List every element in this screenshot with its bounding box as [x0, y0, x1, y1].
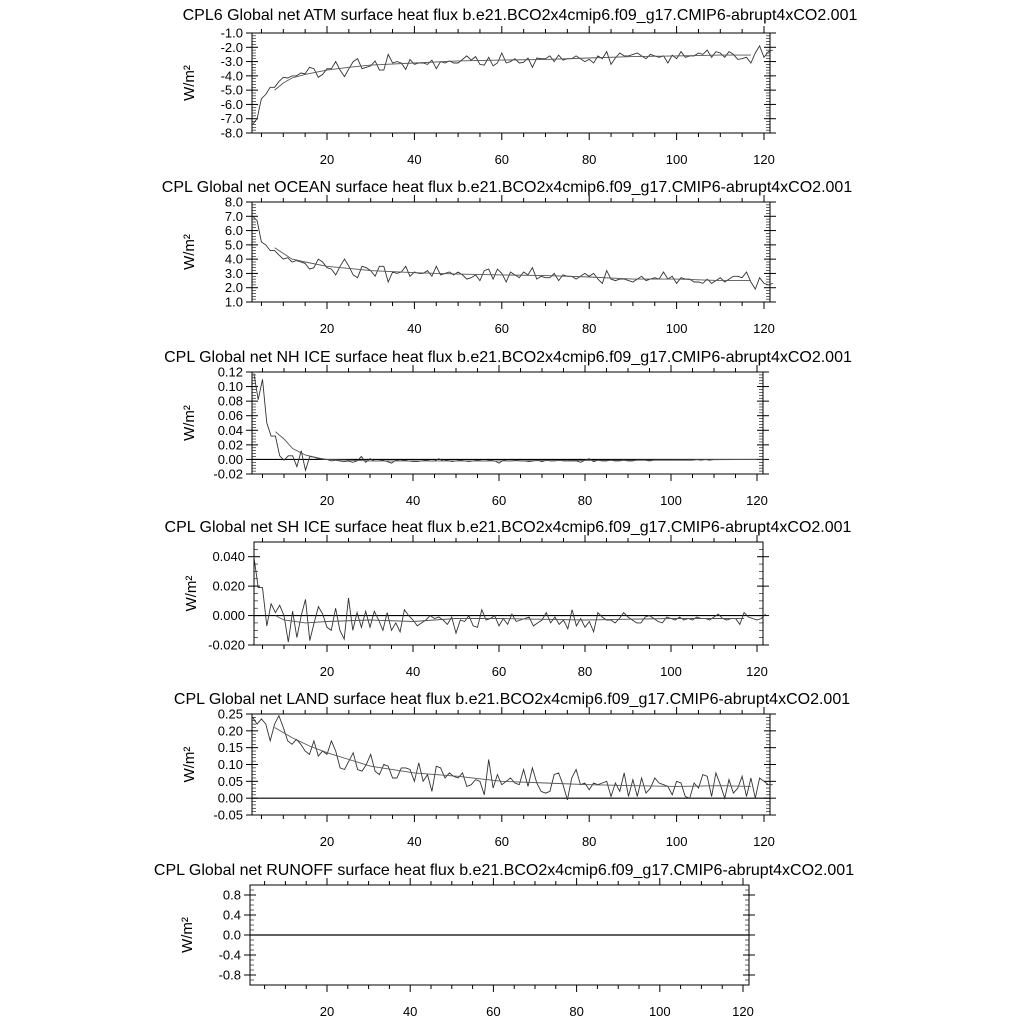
- x-tick-label: 120: [753, 834, 775, 849]
- y-tick-label: 0.8: [222, 887, 241, 903]
- y-tick-label: 0.00: [217, 451, 243, 467]
- x-tick-label: 80: [569, 1004, 584, 1019]
- x-tick-label: 20: [319, 834, 335, 849]
- x-tick-label: 60: [494, 834, 510, 849]
- y-tick-label: -0.4: [218, 947, 241, 963]
- x-tick-label: 120: [753, 152, 775, 167]
- y-tick-label: 0.06: [217, 408, 243, 424]
- y-tick-label: -3.0: [220, 54, 243, 70]
- smoothed-series-line: [275, 55, 751, 90]
- y-axis-label: W/m²: [183, 575, 200, 612]
- smoothed-series-line: [275, 248, 751, 281]
- y-tick-label: 0.04: [217, 422, 243, 438]
- x-tick-label: 40: [405, 493, 421, 508]
- panel-3: [164, 349, 852, 508]
- panel-1: [181, 7, 857, 167]
- x-tick-label: 60: [491, 664, 507, 679]
- x-tick-label: 40: [407, 152, 422, 167]
- plot-frame: [252, 33, 770, 133]
- panel-5: [174, 691, 850, 849]
- y-tick-label: -0.020: [208, 637, 245, 653]
- smoothed-series-line: [275, 728, 751, 787]
- y-tick-label: 0.08: [217, 393, 243, 409]
- y-tick-label: 0.4: [222, 907, 241, 923]
- y-tick-label: -7.0: [220, 111, 243, 127]
- x-tick-label: 40: [407, 321, 422, 336]
- y-tick-label: 0.020: [212, 578, 245, 594]
- x-tick-label: 100: [665, 321, 688, 336]
- x-tick-label: 80: [581, 321, 597, 336]
- y-tick-label: 0.040: [212, 549, 245, 565]
- y-tick-label: 8.0: [224, 194, 243, 210]
- annual-series-line: [254, 374, 766, 471]
- y-axis-label: W/m²: [181, 746, 198, 783]
- y-axis-label: W/m²: [179, 917, 196, 953]
- x-tick-label: 80: [577, 493, 593, 508]
- y-tick-label: -4.0: [220, 68, 243, 84]
- panel-title: CPL Global net LAND surface heat flux b.e21.BCO2x4cmip6.f09_g17.CMIP6-abrupt4xCO2.001: [173, 691, 851, 708]
- x-tick-label: 100: [660, 493, 682, 508]
- y-axis-label: W/m²: [181, 405, 198, 441]
- x-tick-label: 20: [319, 321, 335, 336]
- y-tick-label: -8.0: [220, 125, 243, 141]
- x-tick-label: 100: [665, 152, 688, 167]
- y-tick-label: 4.0: [224, 251, 243, 267]
- y-tick-label: 7.0: [224, 208, 243, 224]
- x-tick-label: 60: [491, 493, 507, 508]
- y-tick-label: 0.02: [217, 437, 243, 453]
- x-tick-label: 40: [402, 1004, 418, 1019]
- y-tick-label: 6.0: [224, 223, 243, 239]
- smoothed-series-line: [275, 432, 757, 461]
- plot-frame: [252, 714, 770, 815]
- y-tick-label: 0.0: [222, 927, 241, 943]
- plot-frame: [252, 202, 770, 302]
- y-tick-label: -6.0: [220, 96, 243, 112]
- panel-title: CPL Global net RUNOFF surface heat flux b.e21.BCO2x4cmip6.f09_g17.CMIP6-abrupt4xCO2.001: [153, 862, 855, 879]
- y-axis-label: W/m²: [181, 234, 198, 270]
- annual-series-line: [253, 216, 773, 289]
- y-tick-label: -5.0: [220, 82, 243, 98]
- x-tick-label: 80: [577, 664, 593, 679]
- x-tick-label: 40: [405, 664, 421, 679]
- y-tick-label: 0.00: [217, 790, 243, 806]
- x-tick-label: 40: [407, 834, 422, 849]
- y-tick-label: -0.8: [218, 967, 241, 983]
- y-tick-label: 2.0: [224, 280, 243, 296]
- x-tick-label: 120: [746, 493, 768, 508]
- y-tick-label: -2.0: [220, 39, 243, 55]
- x-tick-label: 120: [732, 1004, 754, 1019]
- x-tick-label: 20: [319, 152, 335, 167]
- panel-title: CPL6 Global net ATM surface heat flux b.e21.BCO2x4cmip6.f09_g17.CMIP6-abrupt4xCO2.001: [182, 7, 858, 24]
- x-tick-label: 60: [494, 152, 510, 167]
- y-tick-label: 5.0: [224, 237, 243, 253]
- x-tick-label: 100: [648, 1004, 671, 1019]
- y-tick-label: -0.02: [213, 466, 243, 482]
- y-tick-label: 0.000: [212, 608, 245, 624]
- y-tick-label: 0.20: [217, 723, 243, 739]
- y-tick-label: 0.12: [217, 364, 243, 380]
- y-tick-label: 0.10: [217, 379, 243, 395]
- x-tick-label: 100: [660, 664, 682, 679]
- x-tick-label: 20: [319, 493, 335, 508]
- y-tick-label: 0.15: [217, 740, 243, 756]
- y-tick-label: 3.0: [224, 265, 243, 281]
- x-tick-label: 120: [746, 664, 768, 679]
- x-tick-label: 80: [581, 834, 597, 849]
- x-tick-label: 80: [581, 152, 597, 167]
- y-tick-label: 1.0: [224, 294, 243, 310]
- x-tick-label: 120: [753, 321, 775, 336]
- y-axis-label: W/m²: [181, 65, 198, 101]
- y-tick-label: -0.05: [213, 807, 243, 823]
- y-tick-label: -1.0: [220, 25, 243, 41]
- x-tick-label: 20: [319, 664, 335, 679]
- plot-frame: [252, 372, 763, 474]
- panel-title: CPL Global net SH ICE surface heat flux b.e21.BCO2x4cmip6.f09_g17.CMIP6-abrupt4xCO2.001: [164, 519, 852, 536]
- y-tick-label: 0.10: [217, 757, 243, 772]
- annual-series-line: [254, 557, 766, 642]
- annual-series-line: [253, 716, 773, 800]
- x-tick-label: 60: [494, 321, 510, 336]
- panel-title: CPL Global net NH ICE surface heat flux b.e21.BCO2x4cmip6.f09_g17.CMIP6-abrupt4xCO2.001: [164, 349, 852, 366]
- panel-2: [162, 179, 853, 336]
- y-tick-label: 0.05: [217, 773, 243, 789]
- panel-title: CPL Global net OCEAN surface heat flux b.e21.BCO2x4cmip6.f09_g17.CMIP6-abrupt4xCO2.001: [161, 179, 853, 196]
- panel-6: [154, 862, 854, 1019]
- x-tick-label: 20: [319, 1004, 335, 1019]
- x-tick-label: 100: [665, 834, 688, 849]
- y-tick-label: 0.25: [217, 706, 243, 722]
- x-tick-label: 60: [486, 1004, 501, 1019]
- annual-series-line: [253, 46, 773, 125]
- panel-4: [165, 519, 852, 679]
